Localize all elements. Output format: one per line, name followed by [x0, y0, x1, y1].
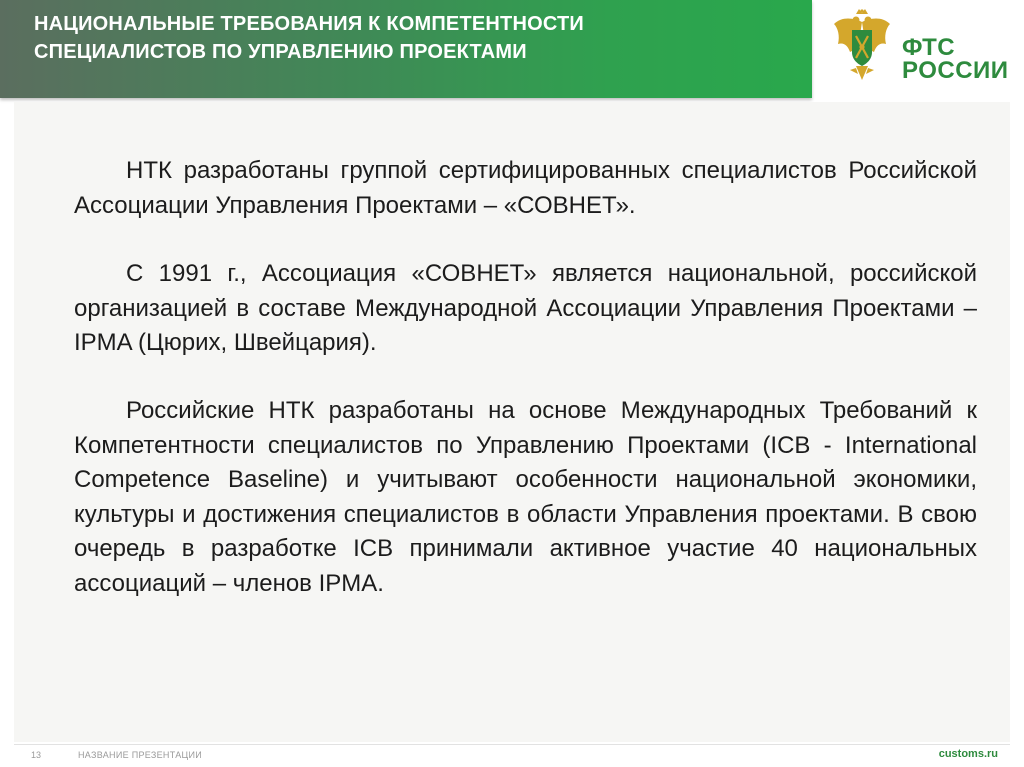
footer	[0, 742, 1024, 767]
header-band	[0, 0, 812, 98]
slide-title	[34, 10, 734, 66]
eagle-emblem-icon	[832, 8, 892, 88]
slide-title-line-1: НАЦИОНАЛЬНЫЕ ТРЕБОВАНИЯ К КОМПЕТЕНТНОСТИ	[34, 13, 585, 35]
page-number: 13	[31, 750, 42, 760]
content-panel	[14, 102, 1010, 742]
paragraph-3: Российские НТК разработаны на основе Международных Требований к Компетентности специалистов по Управлению Проектами (ICB - International Competence Baseline) и учитывают особенности национальной экономики, культуры и достижения специалистов в области Управления проектами. В свою очередь в разработке ICB принимали активное участие 40 национальных ассоциаций – членов IPMA.	[74, 397, 977, 597]
logo-text-line-1: ФТС	[902, 34, 956, 61]
fts-logo	[822, 0, 1024, 98]
paragraph-1: НТК разработаны группой сертифицированных специалистов Российской Ассоциации Управления Проектами – «СОВНЕТ».	[74, 157, 977, 219]
logo-text	[902, 36, 1009, 82]
logo-text-line-2: РОССИИ	[902, 57, 1009, 84]
presentation-name: НАЗВАНИЕ ПРЕЗЕНТАЦИИ	[78, 750, 203, 760]
footer-divider	[14, 744, 1010, 745]
site-link[interactable]: customs.ru	[938, 748, 998, 760]
slide-title-line-2: СПЕЦИАЛИСТОВ ПО УПРАВЛЕНИЮ ПРОЕКТАМИ	[34, 41, 527, 63]
paragraph-2: С 1991 г., Ассоциация «СОВНЕТ» является национальной, российской организацией в составе Международной Ассоциации Управления Проектами – IPMA (Цюрих, Швейцария).	[74, 260, 977, 356]
